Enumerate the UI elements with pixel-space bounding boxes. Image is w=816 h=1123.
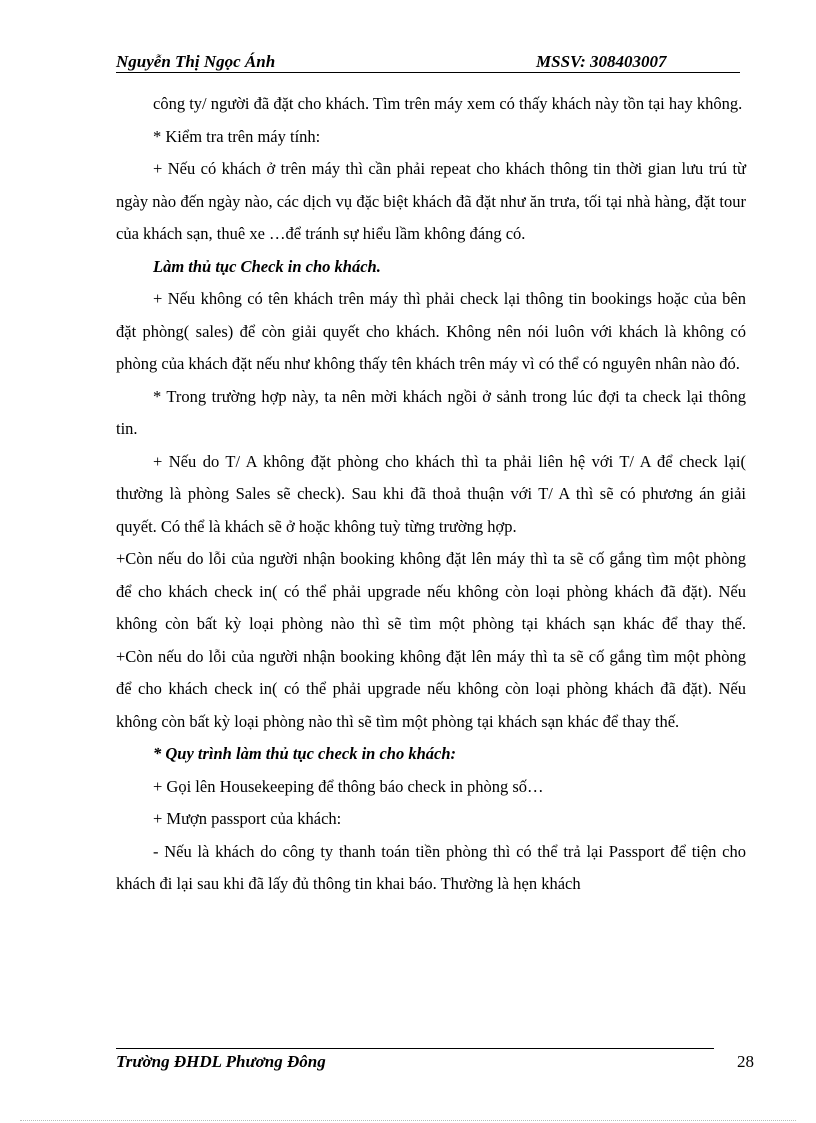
section-heading-checkin: Làm thủ tục Check in cho khách.: [153, 256, 381, 276]
paragraph-9: + Gọi lên Housekeeping để thông báo check in phòng số…: [153, 776, 544, 796]
section-heading-procedure: * Quy trình làm thủ tục check in cho khách:: [153, 744, 457, 763]
paragraph-8: +Còn nếu do lỗi của người nhận booking không đặt lên máy thì ta sẽ cố gắng tìm một phòng để cho khách check in( có thể phải upgrade nếu không còn loại phòng khách đã đặt). Nếu không còn bất kỳ loại phòng nào thì sẽ tìm một phòng tại khách sạn khác để thay thế.: [116, 646, 746, 731]
paragraph-7: +Còn nếu do lỗi của người nhận booking không đặt lên máy thì ta sẽ cố gắng tìm một phòng để cho khách check in( có thể phải upgrade nếu không còn loại phòng khách đã đặt). Nếu không còn bất kỳ loại phòng nào thì sẽ tìm một phòng tại khách sạn khác để thay thế.: [116, 549, 746, 633]
author-name: Nguyễn Thị Ngọc Ánh: [116, 52, 276, 71]
paragraph-6: + Nếu do T/ A không đặt phòng cho khách thì ta phải liên hệ với T/ A để check lại( thường là phòng Sales sẽ check). Sau khi đã thoả thuận với T/ A thì sẽ có phương án giải quyết. Có thể là khách sẽ ở hoặc không tuỳ từng trường hợp.: [116, 451, 746, 536]
footer-divider: [116, 1048, 714, 1049]
page-header: [116, 50, 740, 72]
document-body: [116, 88, 746, 901]
page-number: 28: [737, 1052, 754, 1071]
paragraph-1: công ty/ người đã đặt cho khách. Tìm trên máy xem có thấy khách này tồn tại hay không.: [153, 94, 743, 113]
paragraph-3: + Nếu có khách ở trên máy thì cần phải repeat cho khách thông tin thời gian lưu trú từ ngày nào đến ngày nào, các dịch vụ đặc biệt khách đã đặt như ăn trưa, tối tại nhà hàng, đặt tour của khách sạn, thuê xe …để tránh sự hiểu lầm không đáng có.: [116, 159, 746, 243]
paragraph-5: * Trong trường hợp này, ta nên mời khách ngồi ở sảnh trong lúc đợi ta check lại thông tin.: [116, 386, 746, 438]
paragraph-10: + Mượn passport của khách:: [153, 809, 342, 828]
footer-school: Trường ĐHDL Phương Đông: [116, 1052, 326, 1071]
page-bottom-border: [20, 1120, 796, 1121]
paragraph-11: - Nếu là khách do công ty thanh toán tiền phòng thì có thể trả lại Passport để tiện cho khách đi lại sau khi đã lấy đủ thông tin khai báo. Thường là hẹn khách: [116, 841, 746, 893]
paragraph-check-heading: * Kiểm tra trên máy tính:: [153, 126, 321, 146]
paragraph-4: + Nếu không có tên khách trên máy thì phải check lại thông tin bookings hoặc của bên đặt phòng( sales) để còn giải quyết cho khách. Không nên nói luôn với khách là không có phòng của khách đặt nếu như không thấy tên khách trên máy vì có thể có nguyên nhân nào đó.: [116, 289, 746, 373]
header-divider: [116, 72, 740, 73]
student-id: MSSV: 308403007: [536, 52, 667, 71]
